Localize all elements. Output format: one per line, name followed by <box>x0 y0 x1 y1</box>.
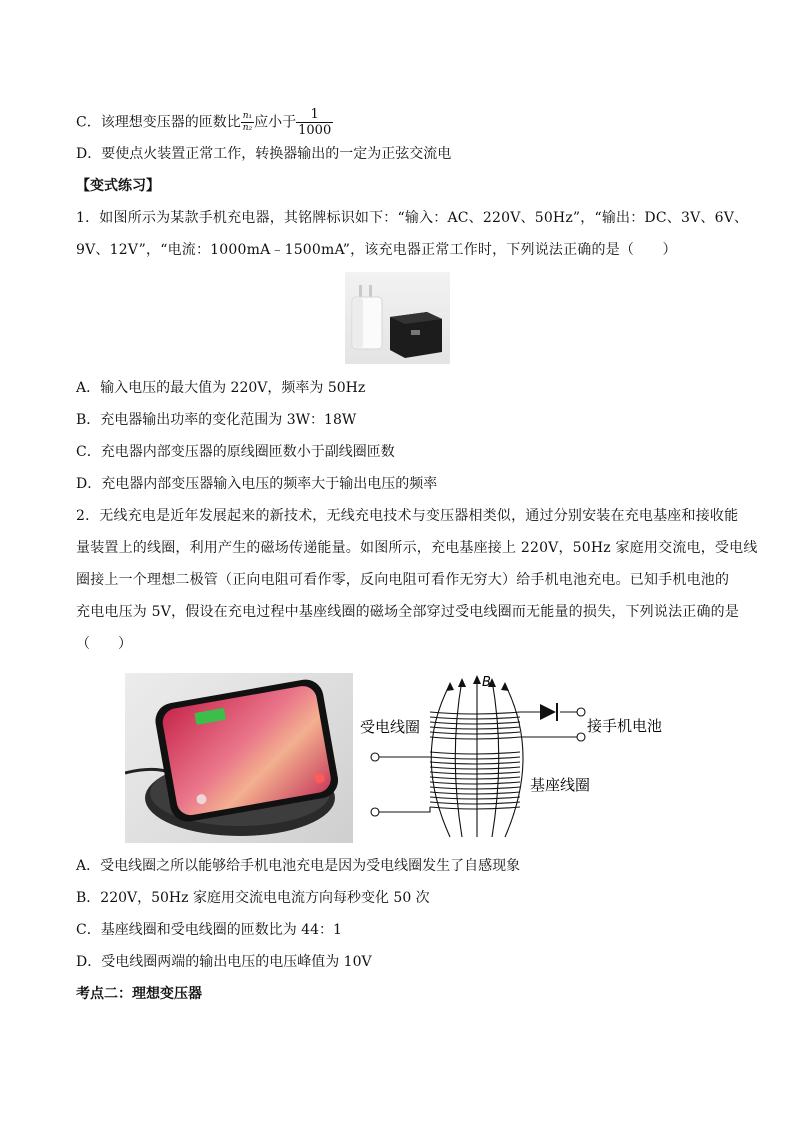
charger-illustration <box>345 272 450 364</box>
base-terminal-top <box>371 753 379 761</box>
q1-option-c: C．充电器内部变压器的原线圈匝数小于副线圈匝数 <box>76 444 395 460</box>
option-d: D．要使点火装置正常工作，转换器输出的一定为正弦交流电 <box>76 146 452 162</box>
label-battery: 接手机电池 <box>587 717 663 735</box>
option-c <box>76 108 333 137</box>
wireless-charging-photo <box>125 673 353 843</box>
fraction-denominator: 1000 <box>298 123 332 138</box>
label-b: B <box>482 675 491 690</box>
q2-option-b: B．220V，50Hz 家庭用交流电电流方向每秒变化 50 次 <box>76 890 430 906</box>
q2-line-1: 2．无线充电是近年发展起来的新技术，无线充电技术与变压器相类似，通过分别安装在充电基座和接收能 <box>76 508 739 524</box>
topic-heading: 考点二：理想变压器 <box>76 986 202 1002</box>
charger-photo <box>345 272 450 364</box>
base-terminal-bottom <box>371 808 379 816</box>
q2-line-3: 圈接上一个理想二极管（正向电阻可看作零，反向电阻可看作无穷大）给手机电池充电。已知手机电池的 <box>76 572 730 588</box>
ratio-denominator: n₂ <box>242 123 253 133</box>
ratio-numerator: n₁ <box>242 111 253 121</box>
q1-option-d: D．充电器内部变压器输入电压的频率大于输出电压的频率 <box>76 476 438 492</box>
coil-diagram <box>355 672 675 844</box>
q2-option-d: D．受电线圈两端的输出电压的电压峰值为 10V <box>76 954 372 970</box>
label-receive-coil: 受电线圈 <box>360 718 421 736</box>
battery-terminal-top <box>577 708 585 716</box>
q2-option-c: C．基座线圈和受电线圈的匝数比为 44：1 <box>76 922 342 938</box>
q1-option-a: A．输入电压的最大值为 220V，频率为 50Hz <box>76 380 366 396</box>
q2-line-4: 充电电压为 5V，假设在充电过程中基座线圈的磁场全部穿过受电线圈而无能量的损失，下列说法正确的是 <box>76 604 740 620</box>
turns-ratio-fraction <box>241 112 254 133</box>
section-heading: 【变式练习】 <box>76 178 160 194</box>
q1-option-b: B．充电器输出功率的变化范围为 3W：18W <box>76 412 357 428</box>
one-thousandth-fraction <box>296 108 333 137</box>
q2-line-5: （ ） <box>76 636 132 652</box>
option-c-prefix: C．该理想变压器的匝数比 <box>76 114 241 131</box>
q1-line-2: 9V、12V”，“电流：1000mA﹣1500mA”，该充电器正常工作时，下列说法正确的是（ ） <box>76 242 677 258</box>
q2-option-a: A．受电线圈之所以能够给手机电池充电是因为受电线圈发生了自感现象 <box>76 858 521 874</box>
q1-line-1: 1．如图所示为某款手机充电器，其铭牌标识如下：“输入：AC、220V、50Hz”，“输出：DC、3V、6V、 <box>76 210 749 226</box>
label-base-coil: 基座线圈 <box>530 776 591 794</box>
phone-illustration <box>125 673 353 843</box>
fraction-numerator: 1 <box>296 108 333 123</box>
q2-line-2: 量装置上的线圈，利用产生的磁场传递能量。如图所示，充电基座接上 220V，50Hz 家庭用交流电，受电线 <box>76 540 758 556</box>
option-c-mid: 应小于 <box>254 114 297 131</box>
battery-terminal-bottom <box>577 733 585 741</box>
